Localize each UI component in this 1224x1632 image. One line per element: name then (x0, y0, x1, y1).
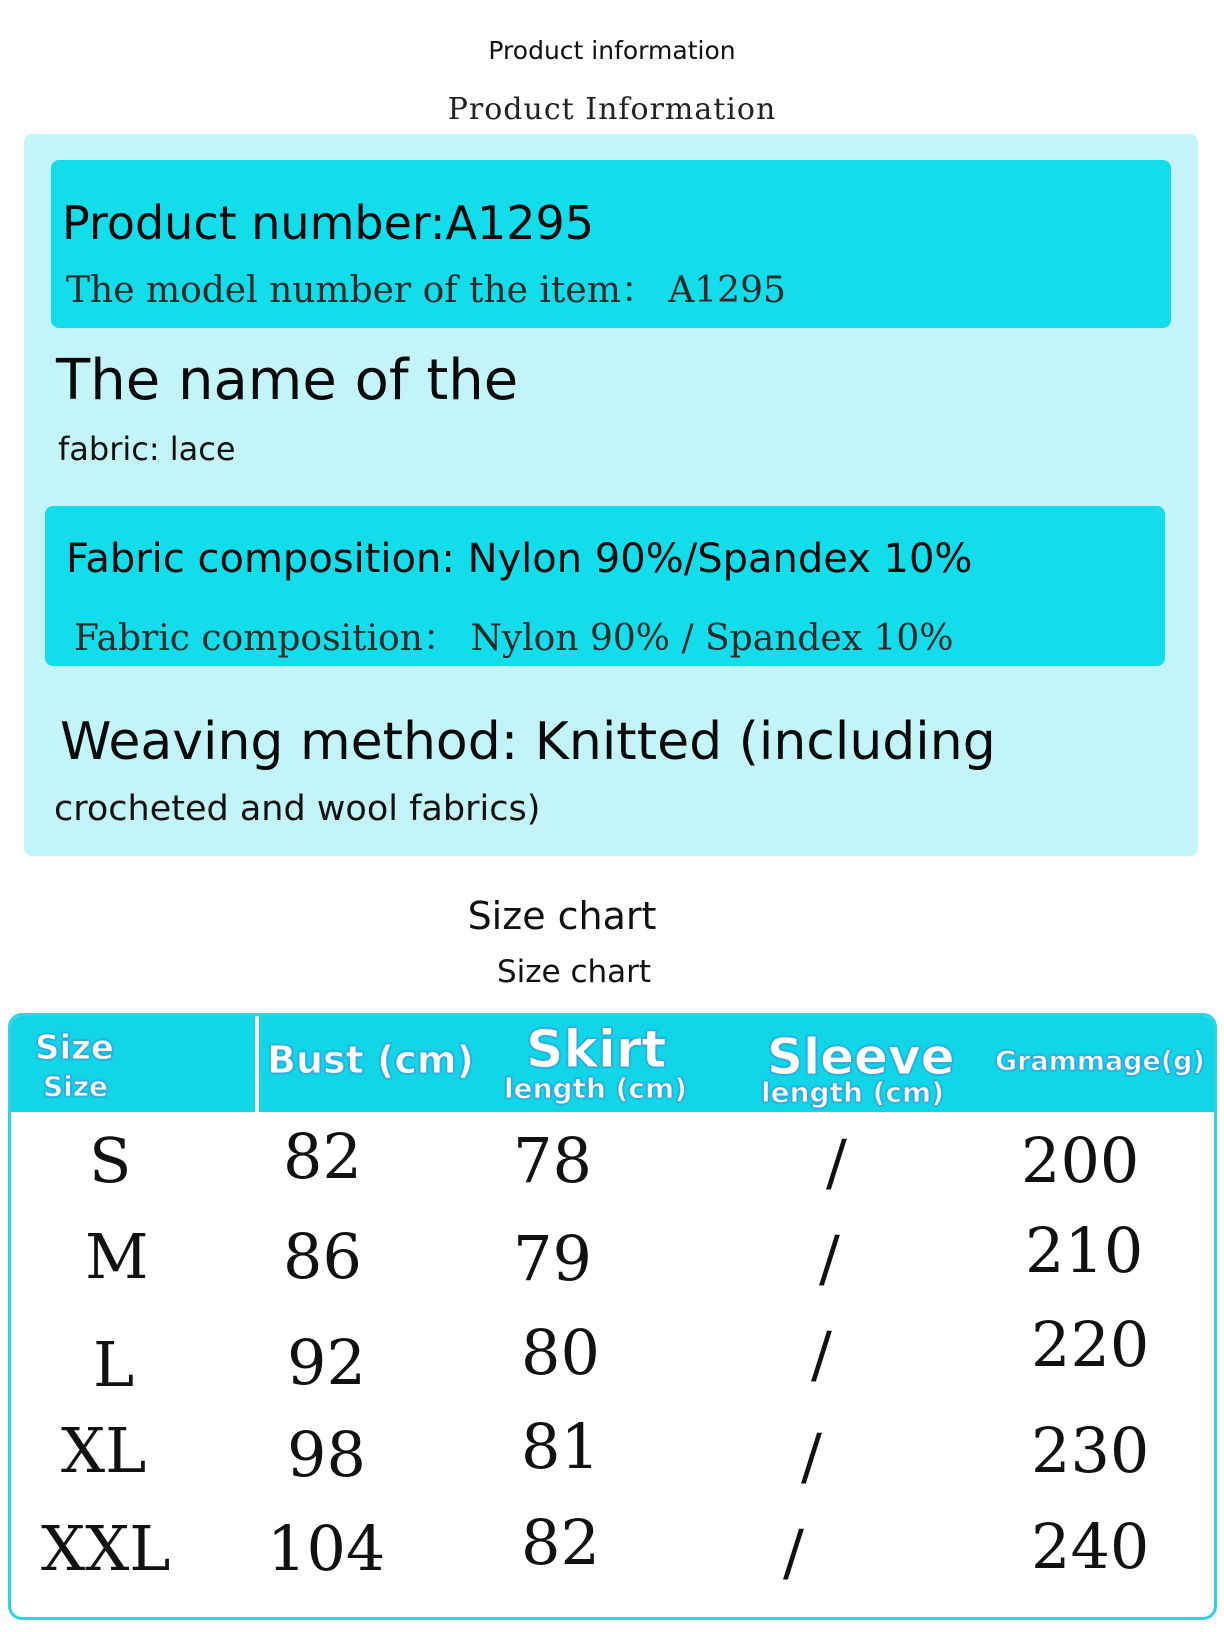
header-cell-sleeve (753, 1016, 979, 1112)
table-cell-bust: 86 (283, 1220, 362, 1293)
table-cell-sleeve: / (801, 1420, 822, 1493)
table-cell-skirt: 79 (513, 1222, 592, 1295)
table-cell-sleeve: / (826, 1126, 847, 1199)
table-cell-grammage: 200 (1021, 1124, 1140, 1197)
size-chart-title: Size chart (467, 894, 657, 938)
header-cell-skirt (496, 1016, 753, 1112)
table-cell-grammage: 220 (1031, 1308, 1150, 1381)
table-cell-grammage: 230 (1031, 1414, 1150, 1487)
table-cell-grammage: 240 (1031, 1510, 1150, 1583)
table-cell-grammage: 210 (1025, 1214, 1144, 1287)
product-number-sub: The model number of the item： A1295 (66, 270, 786, 311)
fabric-composition-sub: Fabric composition： Nylon 90% / Spandex 10% (74, 618, 954, 659)
fabric-composition-label: Fabric composition: Nylon 90%/Spandex 10% (66, 536, 973, 582)
fabric-name-value: fabric: lace (58, 430, 236, 468)
table-cell-size: XXL (41, 1512, 171, 1585)
size-chart-table (8, 1013, 1217, 1620)
weaving-method-sub: crocheted and wool fabrics) (54, 789, 541, 829)
header-bust-label: Bust (cm) (267, 1038, 474, 1082)
header-cell-size (11, 1016, 255, 1112)
page-subtitle: Product Information (447, 92, 777, 127)
table-cell-bust: 82 (283, 1120, 362, 1193)
weaving-method-label: Weaving method: Knitted (including (60, 712, 996, 772)
table-cell-skirt: 80 (521, 1316, 600, 1389)
header-grammage-label: Grammage(g) (995, 1046, 1205, 1077)
table-cell-skirt: 78 (513, 1124, 592, 1197)
table-cell-size: L (93, 1328, 135, 1401)
table-cell-size: S (89, 1124, 132, 1197)
header-size-label: Size (35, 1028, 114, 1068)
table-cell-bust: 104 (267, 1512, 386, 1585)
product-number-label: Product number:A1295 (62, 196, 595, 250)
header-cell-bust (259, 1016, 496, 1112)
table-cell-sleeve: / (811, 1318, 832, 1391)
header-sleeve-label: Sleeve (767, 1028, 955, 1086)
table-cell-bust: 98 (287, 1418, 366, 1491)
header-skirt-sub: length (cm) (504, 1072, 687, 1105)
table-cell-size: M (85, 1220, 149, 1293)
table-cell-bust: 92 (287, 1326, 366, 1399)
page-title: Product information (488, 36, 736, 65)
header-sleeve-sub: length (cm) (761, 1076, 944, 1109)
table-cell-sleeve: / (819, 1222, 840, 1295)
header-cell-grammage (979, 1016, 1217, 1112)
fabric-name-label: The name of the (56, 348, 519, 413)
table-cell-skirt: 81 (521, 1410, 600, 1483)
table-cell-skirt: 82 (521, 1506, 600, 1579)
table-cell-size: XL (61, 1414, 147, 1487)
header-size-sub: Size (43, 1070, 109, 1103)
header-skirt-label: Skirt (526, 1020, 667, 1080)
table-cell-sleeve: / (783, 1516, 804, 1589)
size-chart-subtitle: Size chart (496, 954, 652, 990)
